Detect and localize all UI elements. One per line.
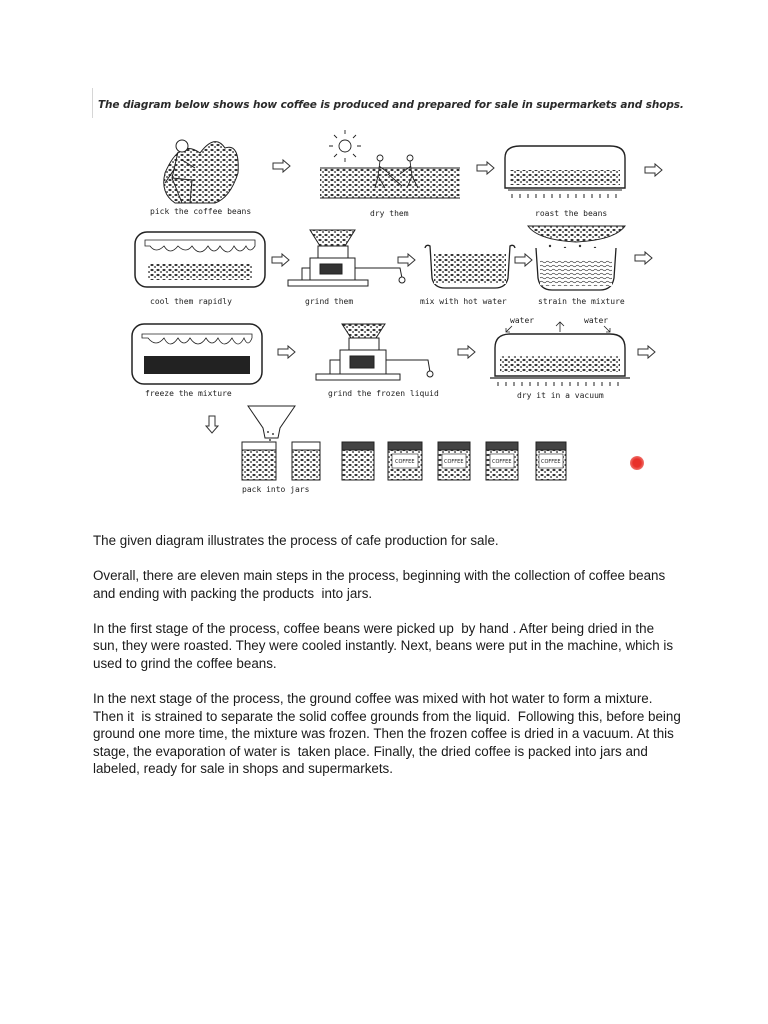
paragraph-first-stage: In the first stage of the process, coffee beans were picked up by hand . After being dried in the sun, they were roasted. They were cooled instantly. Next, beans were put in the machine, which is used to grind the coffee beans. (93, 620, 677, 671)
diagram-svg (120, 128, 680, 508)
diagram-heading: The diagram below shows how coffee is produced and prepared for sale in supermarkets and shops. (98, 99, 684, 111)
paragraph-overview: Overall, there are eleven main steps in the process, beginning with the collection of coffee beans and ending with packing the products into jars. (93, 568, 669, 601)
arrow-right-icon (458, 346, 475, 358)
paragraph-next-stage: In the next stage of the process, the ground coffee was mixed with hot water to form a mixture. Then it is strained to separate the solid coffee grounds from the liquid. Following this, before being ground one more time, the mixture was frozen. Then the frozen coffee is dried in a vacuum. At this stage, the evaporation of water is taken place. Finally, the dried coffee is packed into jars and labeled, ready for sale in shops and supermarkets. (93, 691, 685, 777)
jar-brand-label: COFFEE (492, 459, 512, 465)
arrow-right-icon (272, 254, 289, 266)
arrow-right-icon (398, 254, 415, 266)
step-label-grind: grind them (305, 297, 354, 306)
step-label-pick: pick the coffee beans (150, 207, 252, 216)
step-pick-illustration (164, 140, 238, 203)
arrow-right-icon (515, 254, 532, 266)
red-dot-marker (630, 456, 644, 470)
jar-labelled (438, 442, 470, 480)
jar-labelled (536, 442, 566, 480)
arrow-right-icon (638, 346, 655, 358)
step-label-dry: dry them (370, 209, 409, 218)
jar-labelled (388, 442, 422, 480)
paragraph-intro: The given diagram illustrates the process of cafe production for sale. (93, 533, 499, 548)
step-pack-illustration (242, 406, 566, 480)
jar-brand-label: COFFEE (541, 459, 561, 465)
step-dry-illustration (320, 130, 460, 198)
step-roast-illustration (505, 146, 625, 198)
coffee-process-diagram (120, 128, 680, 508)
step-grind-illustration (288, 230, 405, 286)
arrow-right-icon (477, 162, 494, 174)
step-mix-illustration (425, 245, 515, 288)
step-label-grind-frozen: grind the frozen liquid (328, 389, 439, 398)
arrow-down-icon (206, 416, 218, 433)
essay-body (93, 532, 683, 796)
heading-accent-bar (92, 88, 93, 118)
jar-filled (242, 442, 276, 480)
step-vacuum-illustration (490, 316, 630, 386)
arrow-right-icon (273, 160, 290, 172)
jar-empty (292, 442, 320, 480)
step-label-roast: roast the beans (535, 209, 608, 218)
arrow-right-icon (278, 346, 295, 358)
jar-labelled (486, 442, 518, 480)
step-grind-frozen-illustration (316, 324, 433, 380)
step-label-pack: pack into jars (242, 485, 310, 494)
step-label-vacuum: dry it in a vacuum (517, 391, 604, 400)
jar-brand-label: COFFEE (444, 459, 464, 465)
step-label-strain: strain the mixture (538, 297, 625, 306)
step-cool-illustration (135, 232, 265, 287)
step-label-freeze: freeze the mixture (145, 389, 232, 398)
arrow-right-icon (635, 252, 652, 264)
water-label-right: water (584, 316, 609, 325)
step-label-mix: mix with hot water (420, 297, 507, 306)
water-label-left: water (510, 316, 535, 325)
step-label-cool: cool them rapidly (150, 297, 232, 306)
arrow-right-icon (645, 164, 662, 176)
step-freeze-illustration (132, 324, 262, 384)
jar-brand-label: COFFEE (395, 459, 415, 465)
jar-capped (342, 442, 374, 480)
step-strain-illustration (528, 226, 625, 290)
